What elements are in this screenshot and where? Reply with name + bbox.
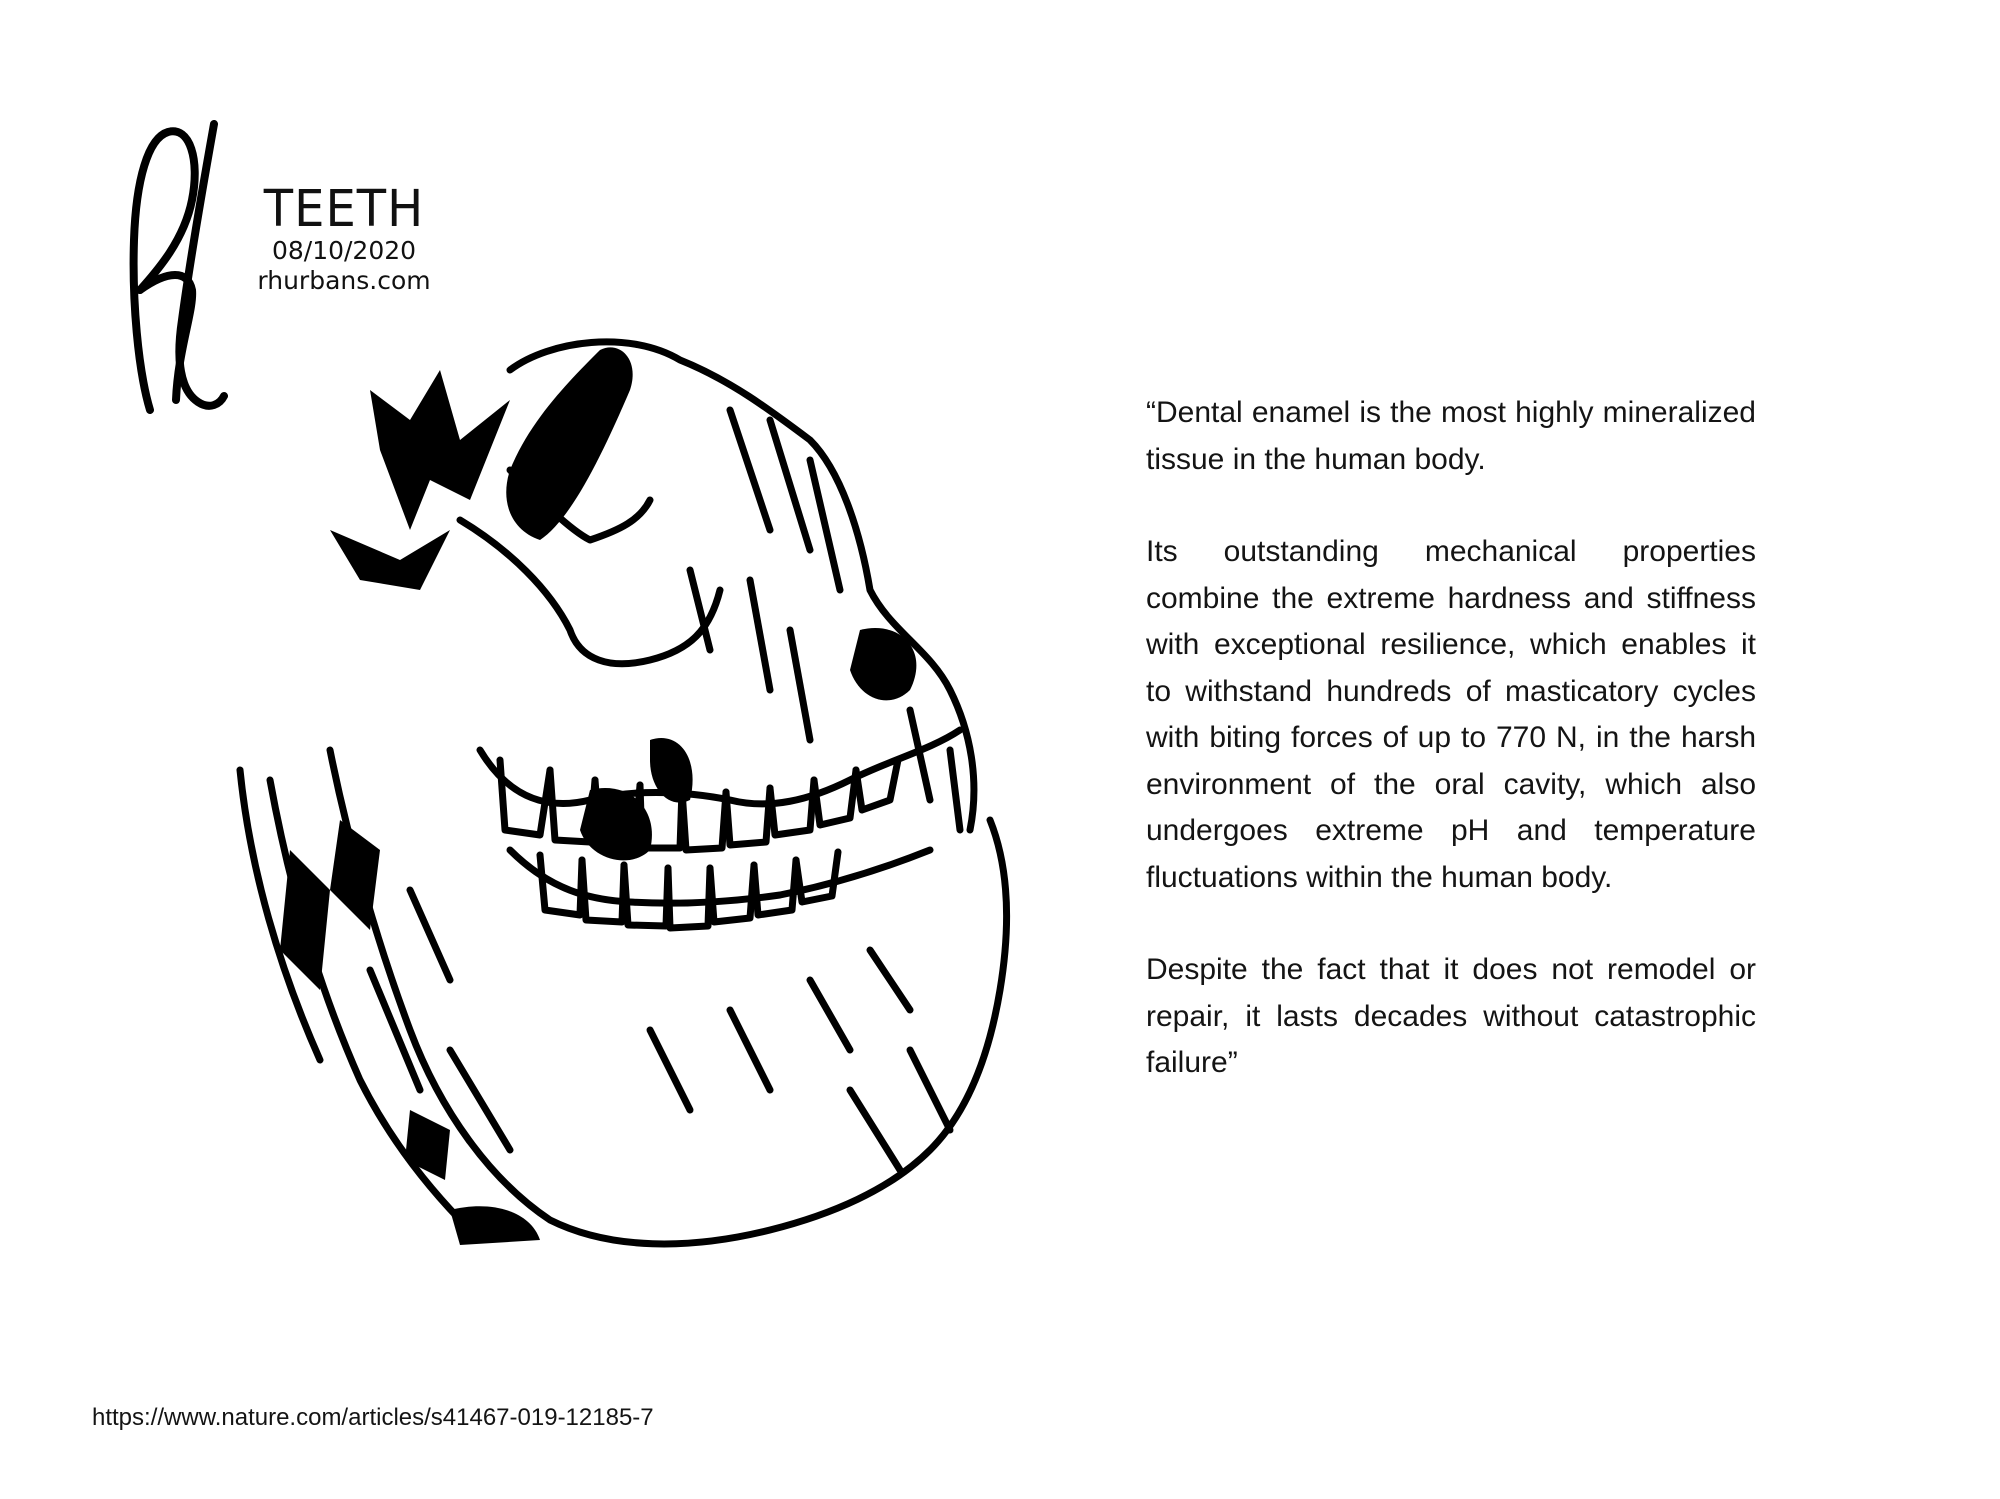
quote-paragraph-3: Despite the fact that it does not remodel or repair, it lasts decades without catastrophic failure”: [1146, 953, 1756, 1079]
skull-illustration: [210, 330, 1060, 1260]
drawing-title: TEETH: [263, 179, 425, 239]
enamel-quote: [1146, 390, 1756, 1133]
drawing-date: 08/10/2020: [271, 236, 417, 265]
quote-paragraph-1: “Dental enamel is the most highly mineralized tissue in the human body.: [1146, 396, 1756, 476]
website-label: rhurbans.com: [257, 266, 431, 295]
quote-paragraph-2: Its outstanding mechanical properties combine the extreme hardness and stiffness with exceptional resilience, which enables it to withstand hundreds of masticatory cycles with biting forces of up to 770 N, in the harsh environment of the oral cavity, which also undergoes extreme pH and temperature fluctuations within the human body.: [1146, 535, 1756, 894]
source-url: https://www.nature.com/articles/s41467-019-12185-7: [92, 1404, 654, 1431]
header-block: [244, 179, 444, 296]
